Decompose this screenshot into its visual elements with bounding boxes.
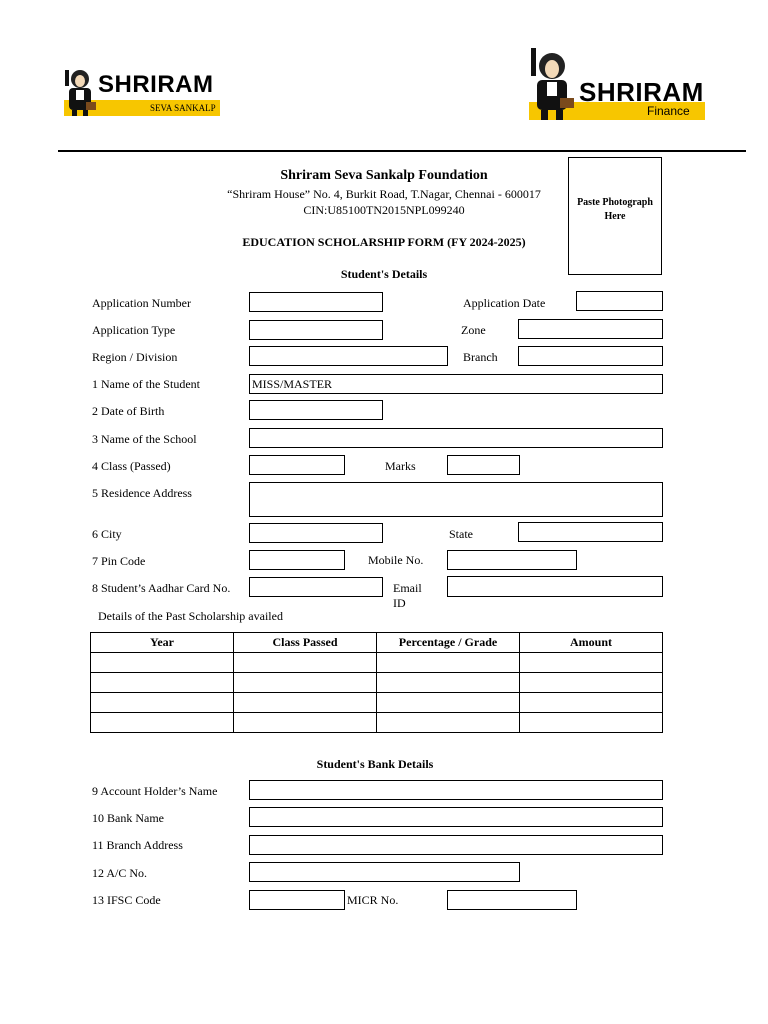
bank-details-heading: Student's Bank Details (316, 757, 434, 771)
ac-no-label: 12 A/C No. (92, 866, 148, 880)
table-cell[interactable] (520, 693, 663, 713)
class-passed-input[interactable] (249, 455, 345, 475)
header-percentage-grade: Percentage / Grade (377, 633, 520, 653)
ac-no-input[interactable] (249, 862, 520, 882)
org-name: Shriram Seva Sankalp Foundation (280, 168, 488, 183)
branch-address-label: 11 Branch Address (92, 838, 183, 852)
header-class-passed: Class Passed (234, 633, 377, 653)
header-divider (58, 150, 746, 152)
aadhar-label: 8 Student’s Aadhar Card No. (92, 581, 231, 595)
zone-label: Zone (461, 323, 486, 337)
school-label: 3 Name of the School (92, 432, 197, 446)
logo-right-sub: Finance (647, 104, 690, 118)
email-label-line2: ID (393, 596, 406, 610)
table-cell[interactable] (520, 713, 663, 733)
org-address: “Shriram House” No. 4, Burkit Road, T.Nagar, Chennai - 600017 (227, 187, 541, 201)
table-cell[interactable] (91, 693, 234, 713)
region-division-input[interactable] (249, 346, 448, 366)
logo-right-word: SHRIRAM (579, 77, 704, 107)
residence-label: 5 Residence Address (92, 486, 192, 500)
table-row (91, 653, 663, 673)
shriram-finance-logo (527, 44, 717, 126)
student-name-input[interactable]: MISS/MASTER (249, 374, 663, 394)
account-holder-label: 9 Account Holder’s Name (92, 784, 218, 798)
pin-code-input[interactable] (249, 550, 345, 570)
state-label: State (449, 527, 473, 541)
table-cell[interactable] (520, 673, 663, 693)
class-passed-label: 4 Class (Passed) (92, 459, 171, 473)
logo-left-sub: SEVA SANKALP (150, 103, 216, 113)
application-date-label: Application Date (463, 296, 546, 310)
school-input[interactable] (249, 428, 663, 448)
photo-box-label: Paste Photograph Here (577, 197, 653, 222)
logo-left-word: SHRIRAM (98, 71, 214, 98)
table-cell[interactable] (91, 713, 234, 733)
table-header-row (91, 633, 663, 653)
mobile-input[interactable] (447, 550, 577, 570)
photo-box (568, 157, 662, 275)
city-input[interactable] (249, 523, 383, 543)
table-cell[interactable] (234, 673, 377, 693)
table-cell[interactable] (234, 693, 377, 713)
table-cell[interactable] (520, 653, 663, 673)
bank-name-label: 10 Bank Name (92, 811, 164, 825)
header-amount: Amount (520, 633, 663, 653)
application-type-input[interactable] (249, 320, 383, 340)
ifsc-label: 13 IFSC Code (92, 893, 161, 907)
branch-input[interactable] (518, 346, 663, 366)
branch-label: Branch (463, 350, 498, 364)
application-number-label: Application Number (92, 296, 191, 310)
email-label-line1: Email (393, 581, 422, 595)
account-holder-input[interactable] (249, 780, 663, 800)
application-number-input[interactable] (249, 292, 383, 312)
student-name-label: 1 Name of the Student (92, 377, 200, 391)
table-cell[interactable] (234, 653, 377, 673)
dob-input[interactable] (249, 400, 383, 420)
application-type-label: Application Type (92, 323, 176, 337)
table-cell[interactable] (234, 713, 377, 733)
table-cell[interactable] (377, 653, 520, 673)
form-title: EDUCATION SCHOLARSHIP FORM (FY 2024-2025) (242, 235, 526, 249)
mascot-icon (62, 66, 98, 116)
org-cin: CIN:U85100TN2015NPL099240 (303, 203, 465, 217)
zone-input[interactable] (518, 319, 663, 339)
shriram-seva-sankalp-logo (62, 66, 222, 118)
state-input[interactable] (518, 522, 663, 542)
bank-name-input[interactable] (249, 807, 663, 827)
region-division-label: Region / Division (92, 350, 178, 364)
ifsc-input[interactable] (249, 890, 345, 910)
past-scholarship-caption: Details of the Past Scholarship availed (98, 609, 283, 623)
dob-label: 2 Date of Birth (92, 404, 165, 418)
table-row (91, 673, 663, 693)
branch-address-input[interactable] (249, 835, 663, 855)
table-row (91, 693, 663, 713)
mascot-icon (527, 44, 577, 120)
residence-input[interactable] (249, 482, 663, 517)
table-cell[interactable] (377, 713, 520, 733)
mobile-label: Mobile No. (368, 553, 424, 567)
table-cell[interactable] (377, 673, 520, 693)
aadhar-input[interactable] (249, 577, 383, 597)
micr-label: MICR No. (347, 893, 399, 907)
header-year: Year (91, 633, 234, 653)
email-input[interactable] (447, 576, 663, 597)
table-cell[interactable] (91, 653, 234, 673)
table-row (91, 713, 663, 733)
students-details-heading: Student's Details (340, 267, 428, 281)
application-date-input[interactable] (576, 291, 663, 311)
marks-label: Marks (385, 459, 416, 473)
pin-code-label: 7 Pin Code (92, 554, 146, 568)
marks-input[interactable] (447, 455, 520, 475)
city-label: 6 City (92, 527, 122, 541)
micr-input[interactable] (447, 890, 577, 910)
table-cell[interactable] (91, 673, 234, 693)
past-scholarship-table (90, 632, 663, 733)
table-cell[interactable] (377, 693, 520, 713)
